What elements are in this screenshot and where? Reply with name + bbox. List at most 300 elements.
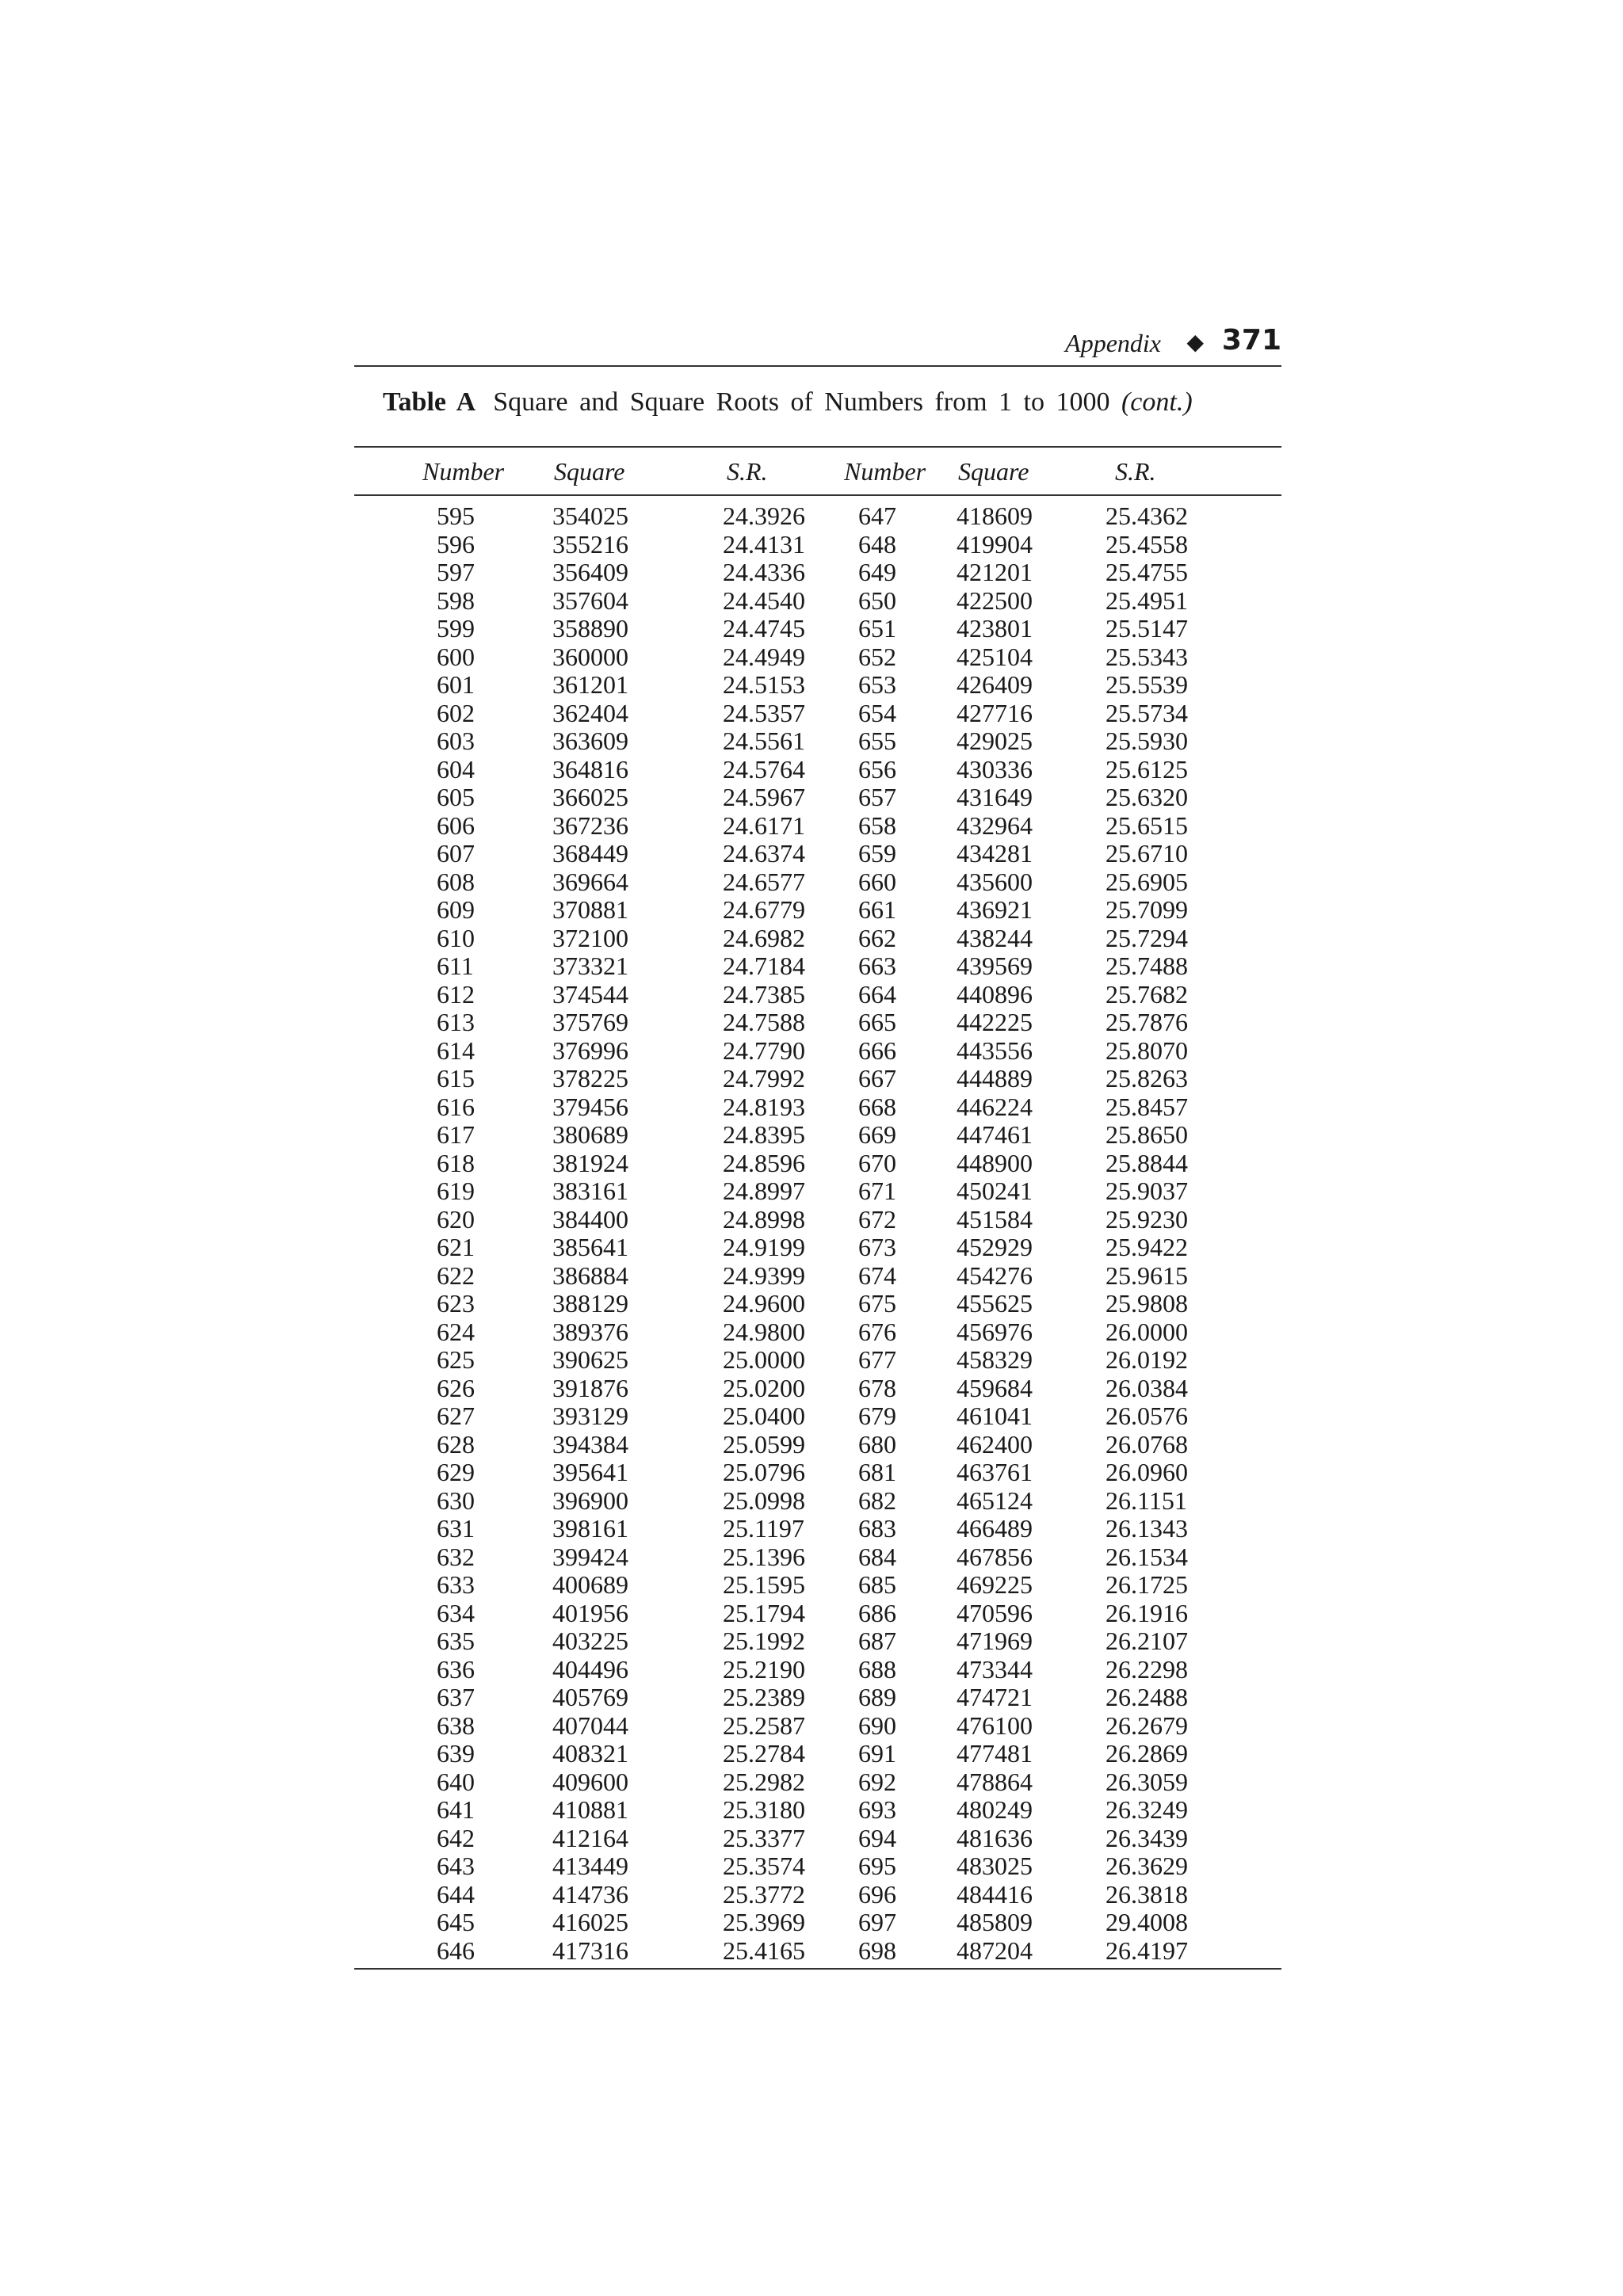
- table-cell: 354025: [552, 502, 628, 530]
- table-cell: 25.9808: [1106, 1289, 1188, 1318]
- table-cell: 608: [437, 867, 475, 896]
- table-cell: 414736: [552, 1879, 628, 1909]
- table-row: [354, 587, 1281, 616]
- table-cell: 393129: [552, 1402, 628, 1430]
- table-cell: 642: [437, 1823, 475, 1852]
- table-row: [354, 756, 1281, 784]
- table-cell: 484416: [957, 1879, 1033, 1909]
- table-row: [354, 1768, 1281, 1797]
- table-row: [354, 925, 1281, 953]
- table-cell: 680: [858, 1429, 896, 1459]
- table-cell: 364816: [552, 754, 628, 784]
- table-cell: 26.2107: [1106, 1627, 1188, 1655]
- table-cell: 452929: [957, 1233, 1033, 1261]
- table-cell: 666: [858, 1035, 896, 1065]
- column-header: Square: [958, 457, 1029, 486]
- table-cell: 436921: [957, 895, 1033, 924]
- table-cell: 25.6710: [1106, 839, 1188, 868]
- table-cell: 647: [858, 502, 896, 530]
- table-cell: 686: [858, 1598, 896, 1627]
- table-row: [354, 1206, 1281, 1234]
- table-cell: 443556: [957, 1035, 1033, 1065]
- table-row: [354, 1543, 1281, 1572]
- table-cell: 26.0768: [1106, 1429, 1188, 1459]
- table-cell: 410881: [552, 1795, 628, 1824]
- table-cell: 25.0200: [723, 1373, 805, 1402]
- table-cell: 448900: [957, 1148, 1033, 1177]
- table-cell: 604: [437, 754, 475, 784]
- table-cell: 25.2587: [723, 1711, 805, 1740]
- table-cell: 25.1794: [723, 1598, 805, 1627]
- table-cell: 24.5764: [723, 754, 805, 784]
- table-row: [354, 952, 1281, 981]
- table-cell: 425104: [957, 642, 1033, 671]
- table-header: [354, 448, 1281, 494]
- table-cell: 400689: [552, 1570, 628, 1599]
- table-cell: 668: [858, 1092, 896, 1121]
- table-cell: 426409: [957, 670, 1033, 699]
- table-cell: 24.9800: [723, 1317, 805, 1346]
- table-cell: 438244: [957, 923, 1033, 952]
- table-row: [354, 1909, 1281, 1937]
- table-cell: 469225: [957, 1570, 1033, 1599]
- table-cell: 24.8193: [723, 1092, 805, 1121]
- table-caption: [354, 367, 1281, 446]
- table-cell: 478864: [957, 1767, 1033, 1796]
- table-cell: 26.4197: [1106, 1936, 1188, 1965]
- table-cell: 430336: [957, 754, 1033, 784]
- table-cell: 641: [437, 1795, 475, 1824]
- table-cell: 25.3180: [723, 1795, 805, 1824]
- table-cell: 25.0796: [723, 1458, 805, 1486]
- table-cell: 24.8998: [723, 1204, 805, 1234]
- table-cell: 24.7385: [723, 979, 805, 1009]
- table-cell: 24.5153: [723, 670, 805, 699]
- table-cell: 369664: [552, 867, 628, 896]
- table-row: [354, 1515, 1281, 1543]
- table-cell: 650: [858, 585, 896, 615]
- table-cell: 673: [858, 1233, 896, 1261]
- table-cell: 26.3629: [1106, 1852, 1188, 1880]
- column-header: Square: [554, 457, 625, 486]
- table-row: [354, 1262, 1281, 1291]
- table-row: [354, 1825, 1281, 1853]
- table-cell: 26.3059: [1106, 1767, 1188, 1796]
- table-cell: 459684: [957, 1373, 1033, 1402]
- table-cell: 606: [437, 810, 475, 840]
- column-header: Number: [422, 457, 505, 486]
- table-cell: 372100: [552, 923, 628, 952]
- table-cell: 25.5930: [1106, 727, 1188, 755]
- table-cell: 394384: [552, 1429, 628, 1459]
- table-cell: 25.0000: [723, 1345, 805, 1374]
- table-cell: 693: [858, 1795, 896, 1824]
- table-cell: 421201: [957, 558, 1033, 586]
- table-cell: 24.3926: [723, 502, 805, 530]
- table-cell: 24.6577: [723, 867, 805, 896]
- table-row: [354, 1712, 1281, 1741]
- table-cell: 26.1151: [1106, 1486, 1187, 1515]
- table-cell: 461041: [957, 1402, 1033, 1430]
- table-cell: 629: [437, 1458, 475, 1486]
- table-cell: 24.5967: [723, 783, 805, 811]
- table-row: [354, 700, 1281, 728]
- table-cell: 471969: [957, 1627, 1033, 1655]
- table-cell: 25.0400: [723, 1402, 805, 1430]
- table-cell: 597: [437, 558, 475, 586]
- table-row: [354, 1431, 1281, 1459]
- table-cell: 25.0998: [723, 1486, 805, 1515]
- table-cell: 624: [437, 1317, 475, 1346]
- table-cell: 25.6320: [1106, 783, 1188, 811]
- table-cell: 24.7992: [723, 1064, 805, 1093]
- table-cell: 363609: [552, 727, 628, 755]
- table-cell: 684: [858, 1542, 896, 1571]
- table-cell: 25.3377: [723, 1823, 805, 1852]
- table-row: [354, 727, 1281, 756]
- table-cell: 697: [858, 1908, 896, 1936]
- table-cell: 366025: [552, 783, 628, 811]
- table-row: [354, 896, 1281, 925]
- table-cell: 24.7184: [723, 952, 805, 980]
- table-cell: 694: [858, 1823, 896, 1852]
- table-cell: 652: [858, 642, 896, 671]
- table-cell: 609: [437, 895, 475, 924]
- table-row: [354, 1150, 1281, 1178]
- table-cell: 26.0384: [1106, 1373, 1188, 1402]
- table-cell: 487204: [957, 1936, 1033, 1965]
- column-header: Number: [844, 457, 926, 486]
- table-cell: 374544: [552, 979, 628, 1009]
- table-cell: 611: [437, 952, 474, 980]
- table-row: [354, 1177, 1281, 1206]
- table-cell: 657: [858, 783, 896, 811]
- table-title: Square and Square Roots of Numbers from 1 to 1000: [493, 387, 1110, 417]
- table-cell: 630: [437, 1486, 475, 1515]
- table-cell: 24.6374: [723, 839, 805, 868]
- table-cell: 25.4755: [1106, 558, 1188, 586]
- table-cell: 595: [437, 502, 475, 530]
- table-cell: 671: [858, 1177, 896, 1205]
- table-cell: 653: [858, 670, 896, 699]
- table-cell: 598: [437, 585, 475, 615]
- table-cell: 26.1534: [1106, 1542, 1188, 1571]
- table-row: [354, 1740, 1281, 1768]
- table-cell: 698: [858, 1936, 896, 1965]
- table-cell: 440896: [957, 979, 1033, 1009]
- table-cell: 690: [858, 1711, 896, 1740]
- table-cell: 618: [437, 1148, 475, 1177]
- table-cell: 600: [437, 642, 475, 671]
- table-cell: 664: [858, 979, 896, 1009]
- table-cell: 24.6982: [723, 923, 805, 952]
- table-cell: 625: [437, 1345, 475, 1374]
- table-cell: 24.4336: [723, 558, 805, 586]
- table-label: Table A: [383, 387, 476, 417]
- table-row: [354, 1037, 1281, 1066]
- table-cell: 473344: [957, 1654, 1033, 1684]
- table-cell: 612: [437, 979, 475, 1009]
- table-cell: 25.5539: [1106, 670, 1188, 699]
- table-cell: 431649: [957, 783, 1033, 811]
- table-cell: 24.5561: [723, 727, 805, 755]
- table-cell: 631: [437, 1514, 475, 1543]
- table-cell: 25.2389: [723, 1683, 805, 1711]
- table-cell: 26.1343: [1106, 1514, 1188, 1543]
- table-cell: 356409: [552, 558, 628, 586]
- table-row: [354, 1627, 1281, 1656]
- table-cell: 617: [437, 1120, 475, 1149]
- table-cell: 24.9199: [723, 1233, 805, 1261]
- table-cell: 614: [437, 1035, 475, 1065]
- table-cell: 695: [858, 1852, 896, 1880]
- table-cell: 416025: [552, 1908, 628, 1936]
- table-cell: 409600: [552, 1767, 628, 1796]
- table-cell: 355216: [552, 529, 628, 559]
- table-cell: 26.2679: [1106, 1711, 1188, 1740]
- table-cell: 659: [858, 839, 896, 868]
- table-cell: 601: [437, 670, 475, 699]
- table-cell: 447461: [957, 1120, 1033, 1149]
- table-cell: 640: [437, 1767, 475, 1796]
- table-cell: 474721: [957, 1683, 1033, 1711]
- table-cell: 26.0192: [1106, 1345, 1188, 1374]
- table-cell: 661: [858, 895, 896, 924]
- table-row: [354, 1346, 1281, 1375]
- table-row: [354, 1796, 1281, 1825]
- table-cell: 25.8070: [1106, 1035, 1188, 1065]
- table-cell: 25.5734: [1106, 698, 1188, 727]
- table-cell: 646: [437, 1936, 475, 1965]
- table-cell: 623: [437, 1289, 475, 1318]
- table-cell: 25.0599: [723, 1429, 805, 1459]
- table-cell: 388129: [552, 1289, 628, 1318]
- table-row: [354, 1065, 1281, 1093]
- table-cell: 434281: [957, 839, 1033, 868]
- table-cell: 634: [437, 1598, 475, 1627]
- table-cell: 25.7488: [1106, 952, 1188, 980]
- column-header: S.R.: [727, 457, 768, 486]
- table-cell: 24.7588: [723, 1008, 805, 1036]
- table-cell: 26.3249: [1106, 1795, 1188, 1824]
- table-cell: 370881: [552, 895, 628, 924]
- table-cell: 26.1725: [1106, 1570, 1188, 1599]
- table-cell: 398161: [552, 1514, 628, 1543]
- table-cell: 25.6905: [1106, 867, 1188, 896]
- table-cell: 383161: [552, 1177, 628, 1205]
- table-cell: 26.3818: [1106, 1879, 1188, 1909]
- table-cell: 456976: [957, 1317, 1033, 1346]
- table-row: [354, 1375, 1281, 1403]
- table-cell: 386884: [552, 1261, 628, 1290]
- table-row: [354, 1571, 1281, 1600]
- table-row: [354, 784, 1281, 812]
- page-number: 371: [1221, 324, 1281, 357]
- table-row: [354, 643, 1281, 672]
- table-cell: 24.8395: [723, 1120, 805, 1149]
- table-cell: 660: [858, 867, 896, 896]
- table-cell: 622: [437, 1261, 475, 1290]
- table-cell: 669: [858, 1120, 896, 1149]
- table-cell: 463761: [957, 1458, 1033, 1486]
- table-cell: 25.3574: [723, 1852, 805, 1880]
- table-cell: 605: [437, 783, 475, 811]
- table-cell: 26.3439: [1106, 1823, 1188, 1852]
- table-cell: 676: [858, 1317, 896, 1346]
- table-cell: 692: [858, 1767, 896, 1796]
- table-cell: 620: [437, 1204, 475, 1234]
- table-row: [354, 868, 1281, 897]
- table-cell: 466489: [957, 1514, 1033, 1543]
- table-row: [354, 531, 1281, 559]
- diamond-icon: ◆: [1186, 330, 1204, 355]
- table-cell: 412164: [552, 1823, 628, 1852]
- table-cell: 439569: [957, 952, 1033, 980]
- table-cell: 362404: [552, 698, 628, 727]
- table-row: [354, 1600, 1281, 1628]
- table-cell: 626: [437, 1373, 475, 1402]
- table-cell: 25.8263: [1106, 1064, 1188, 1093]
- table-cont: (cont.): [1121, 387, 1193, 417]
- table-cell: 444889: [957, 1064, 1033, 1093]
- table-cell: 381924: [552, 1148, 628, 1177]
- table-cell: 685: [858, 1570, 896, 1599]
- table-cell: 25.4951: [1106, 585, 1188, 615]
- table-cell: 389376: [552, 1317, 628, 1346]
- table-cell: 662: [858, 923, 896, 952]
- table-cell: 672: [858, 1204, 896, 1234]
- table-cell: 396900: [552, 1486, 628, 1515]
- table-cell: 465124: [957, 1486, 1033, 1515]
- table-cell: 655: [858, 727, 896, 755]
- table-cell: 25.2190: [723, 1654, 805, 1684]
- table-cell: 373321: [552, 952, 628, 980]
- table-cell: 455625: [957, 1289, 1033, 1318]
- table-cell: 658: [858, 810, 896, 840]
- table-cell: 25.1197: [723, 1514, 804, 1543]
- section-name: Appendix: [1065, 329, 1161, 357]
- table-cell: 390625: [552, 1345, 628, 1374]
- table-cell: 643: [437, 1852, 475, 1880]
- table-row: [354, 1656, 1281, 1684]
- table-cell: 602: [437, 698, 475, 727]
- running-head: [354, 321, 1281, 365]
- table-cell: 645: [437, 1908, 475, 1936]
- table-row: [354, 840, 1281, 868]
- table-row: [354, 1290, 1281, 1318]
- table-cell: 417316: [552, 1936, 628, 1965]
- table-cell: 462400: [957, 1429, 1033, 1459]
- table-cell: 399424: [552, 1542, 628, 1571]
- table-cell: 367236: [552, 810, 628, 840]
- table-cell: 610: [437, 923, 475, 952]
- book-page: [354, 321, 1281, 1970]
- table-cell: 25.7099: [1106, 895, 1188, 924]
- table-cell: 385641: [552, 1233, 628, 1261]
- table-cell: 418609: [957, 502, 1033, 530]
- table-cell: 636: [437, 1654, 475, 1684]
- table-cell: 427716: [957, 698, 1033, 727]
- table-cell: 25.8650: [1106, 1120, 1188, 1149]
- table-cell: 25.6125: [1106, 754, 1188, 784]
- table-row: [354, 1881, 1281, 1909]
- table-cell: 29.4008: [1106, 1908, 1188, 1936]
- table-cell: 25.2784: [723, 1739, 805, 1768]
- table-cell: 26.0576: [1106, 1402, 1188, 1430]
- table-cell: 613: [437, 1008, 475, 1036]
- table-cell: 378225: [552, 1064, 628, 1093]
- table-cell: 667: [858, 1064, 896, 1093]
- table-cell: 24.6779: [723, 895, 805, 924]
- table-row: [354, 615, 1281, 643]
- table-cell: 24.6171: [723, 810, 805, 840]
- table-cell: 24.4540: [723, 585, 805, 615]
- table-row: [354, 502, 1281, 531]
- table-cell: 24.4745: [723, 614, 805, 643]
- table-row: [354, 1852, 1281, 1881]
- table-cell: 380689: [552, 1120, 628, 1149]
- table-cell: 25.9615: [1106, 1261, 1188, 1290]
- table-cell: 599: [437, 614, 475, 643]
- table-cell: 649: [858, 558, 896, 586]
- table-cell: 678: [858, 1373, 896, 1402]
- table-cell: 25.9422: [1106, 1233, 1188, 1261]
- table-cell: 451584: [957, 1204, 1033, 1234]
- table-row: [354, 1487, 1281, 1516]
- table-cell: 401956: [552, 1598, 628, 1627]
- table-cell: 432964: [957, 810, 1033, 840]
- table-cell: 616: [437, 1092, 475, 1121]
- table-cell: 607: [437, 839, 475, 868]
- table-cell: 361201: [552, 670, 628, 699]
- table-cell: 485809: [957, 1908, 1033, 1936]
- table-cell: 467856: [957, 1542, 1033, 1571]
- table-row: [354, 1459, 1281, 1487]
- table-cell: 395641: [552, 1458, 628, 1486]
- table-cell: 408321: [552, 1739, 628, 1768]
- table-cell: 24.4131: [723, 529, 805, 559]
- table-cell: 651: [858, 614, 896, 643]
- table-cell: 368449: [552, 839, 628, 868]
- table-row: [354, 1402, 1281, 1431]
- table-cell: 25.2982: [723, 1767, 805, 1796]
- table-row: [354, 559, 1281, 587]
- table-cell: 404496: [552, 1654, 628, 1684]
- table-cell: 477481: [957, 1739, 1033, 1768]
- table-cell: 677: [858, 1345, 896, 1374]
- table-cell: 446224: [957, 1092, 1033, 1121]
- table-cell: 25.7876: [1106, 1008, 1188, 1036]
- table-cell: 25.7294: [1106, 923, 1188, 952]
- table-cell: 603: [437, 727, 475, 755]
- table-row: [354, 812, 1281, 841]
- table-cell: 360000: [552, 642, 628, 671]
- table-cell: 357604: [552, 585, 628, 615]
- table-cell: 683: [858, 1514, 896, 1543]
- table-row: [354, 1093, 1281, 1122]
- table-cell: 403225: [552, 1627, 628, 1655]
- table-bottom-rule: [354, 1968, 1281, 1970]
- table-cell: 25.4165: [723, 1936, 805, 1965]
- table-cell: 633: [437, 1570, 475, 1599]
- table-cell: 25.9037: [1106, 1177, 1188, 1205]
- table-cell: 687: [858, 1627, 896, 1655]
- table-cell: 679: [858, 1402, 896, 1430]
- table-cell: 26.0000: [1106, 1317, 1188, 1346]
- table-cell: 615: [437, 1064, 475, 1093]
- table-cell: 670: [858, 1148, 896, 1177]
- table-cell: 26.2298: [1106, 1654, 1188, 1684]
